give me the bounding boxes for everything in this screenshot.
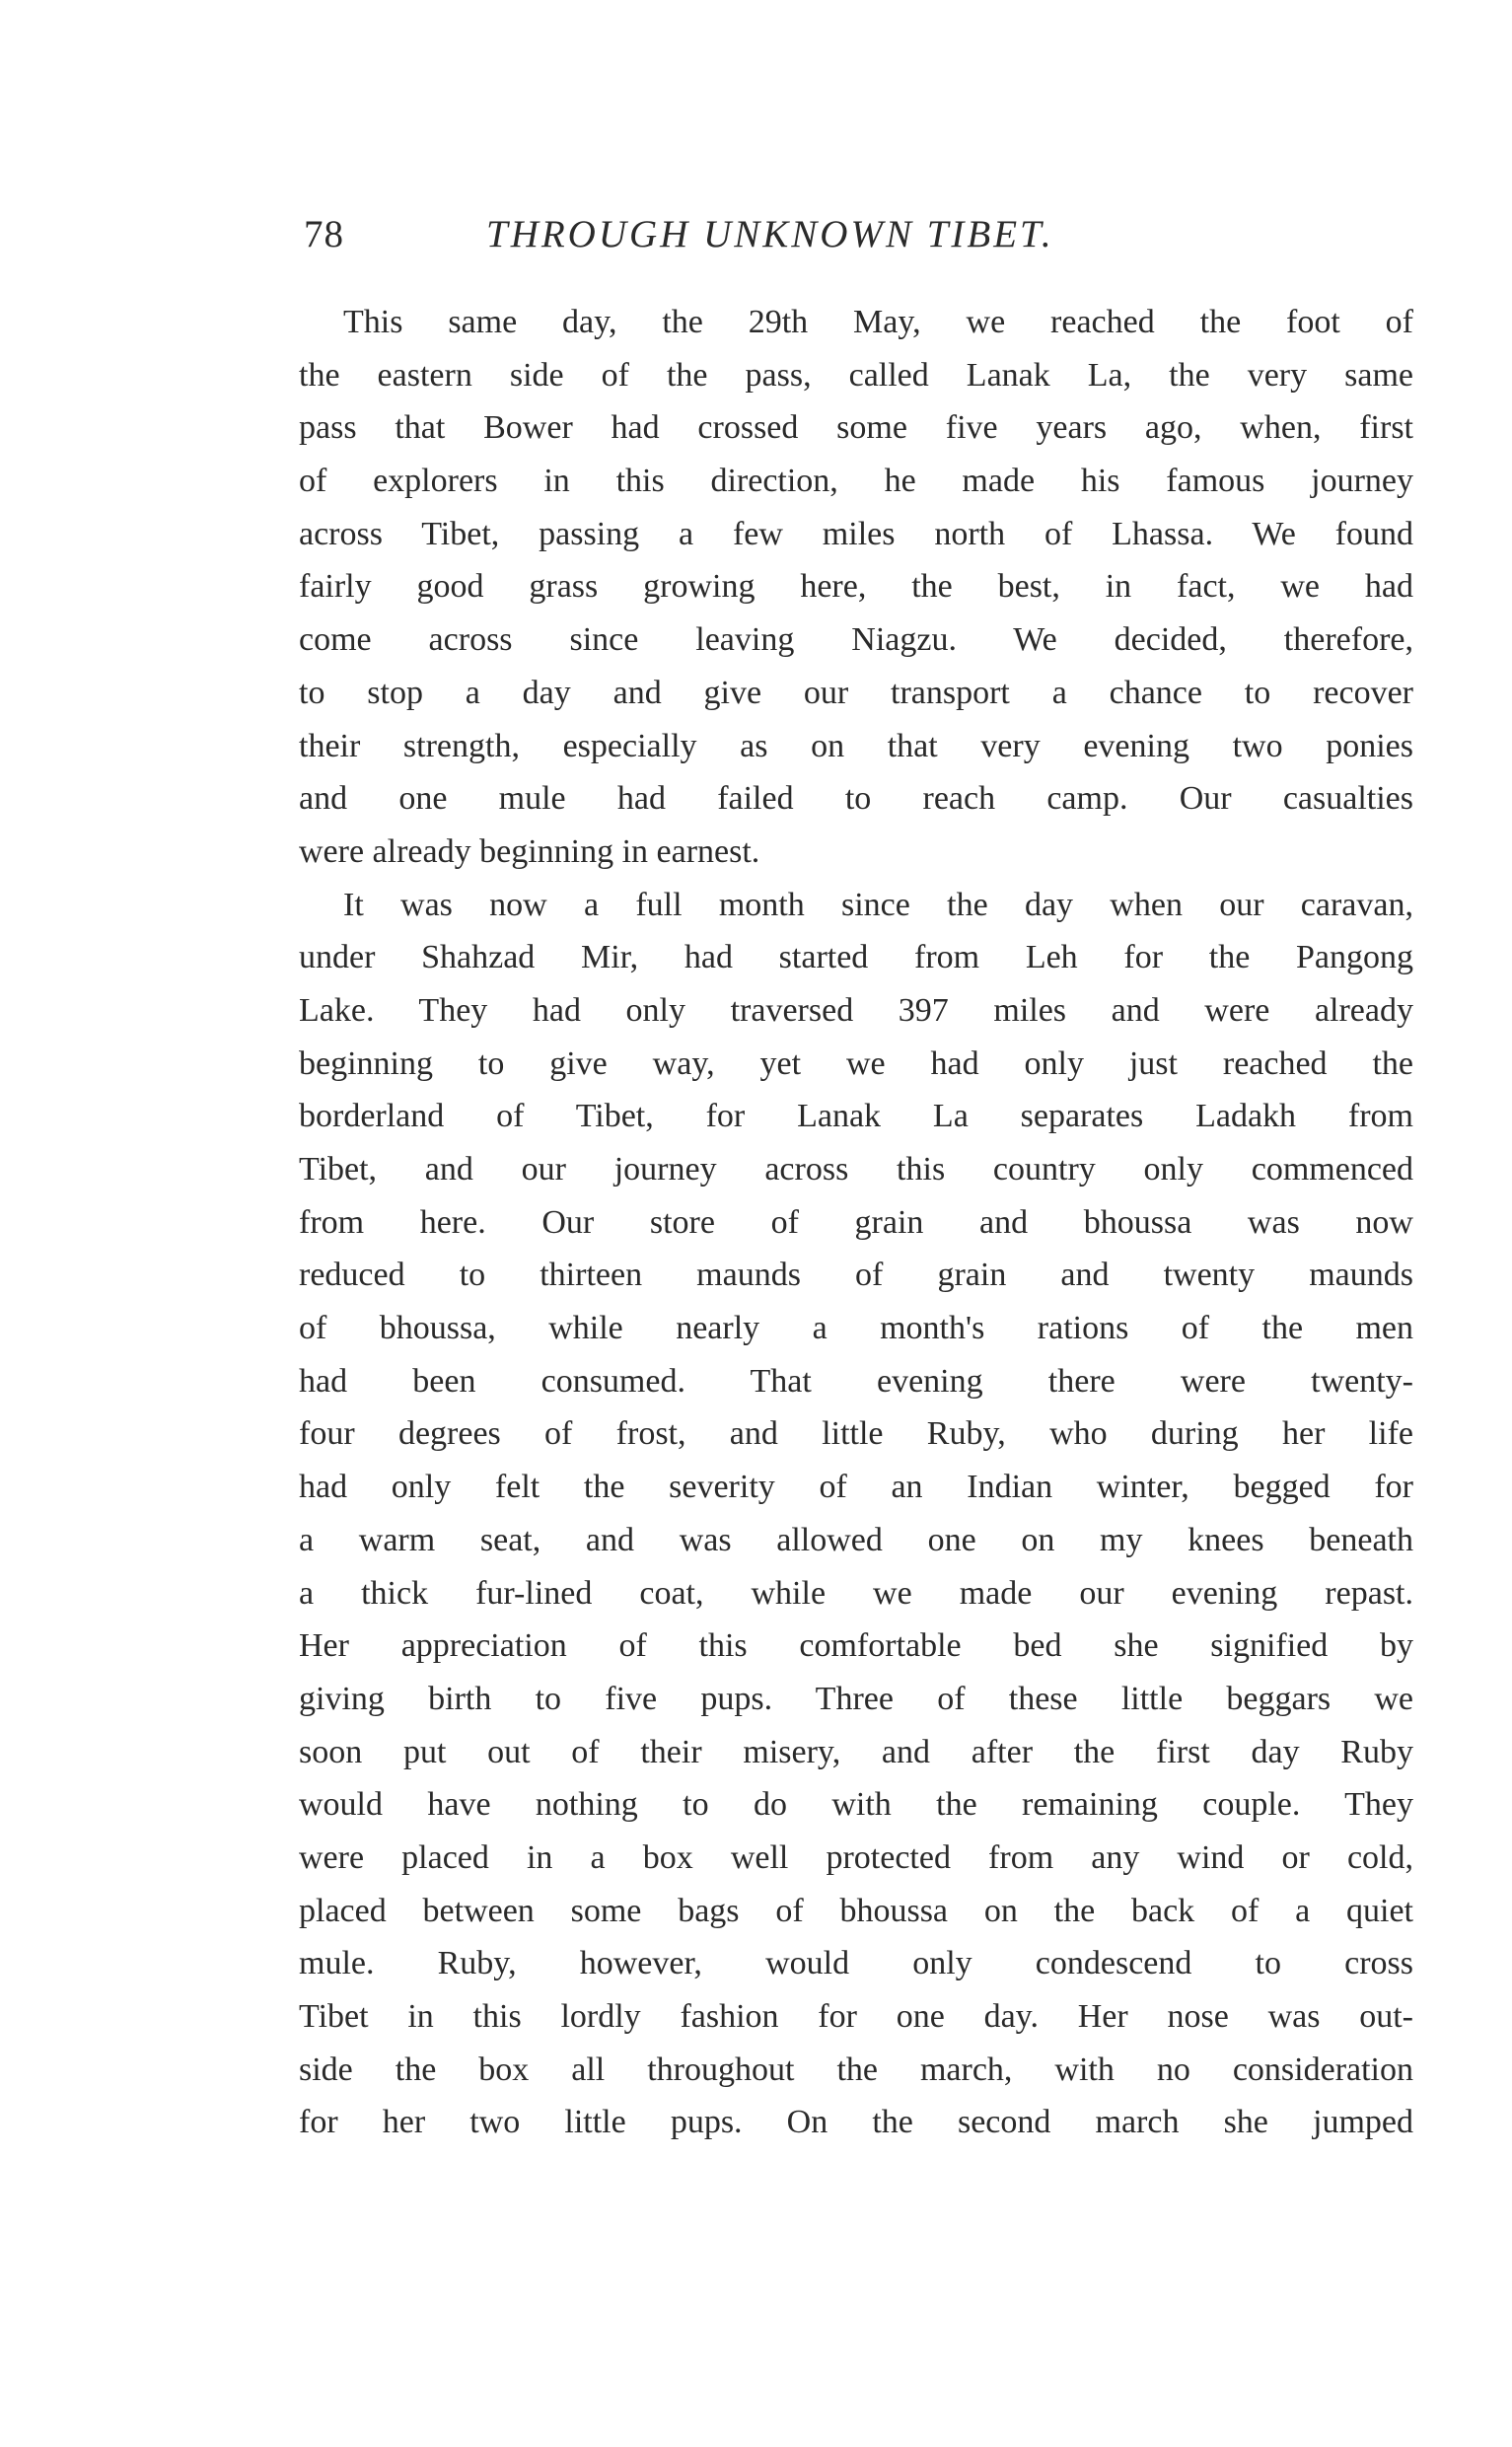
text-line: would have nothing to do with the remaining couple. They — [299, 1786, 1413, 1824]
text-line: of explorers in this direction, he made his famous journey — [299, 463, 1413, 500]
text-line: for her two little pups. On the second march she jumped — [299, 2104, 1413, 2141]
text-line: across Tibet, passing a few miles north of Lhassa. We found — [299, 515, 1413, 552]
body-text — [299, 296, 1413, 2149]
text-line: Tibet, and our journey across this country only commenced — [299, 1151, 1413, 1188]
text-line: side the box all throughout the march, with no consideration — [299, 2051, 1413, 2088]
text-line: fairly good grass growing here, the best, in fact, we had — [299, 568, 1413, 606]
text-line: under Shahzad Mir, had started from Leh for the Pangong — [299, 939, 1413, 976]
text-line: It was now a full month since the day when our caravan, — [343, 886, 1413, 923]
text-line: Lake. They had only traversed 397 miles and were already — [299, 991, 1413, 1029]
text-line: giving birth to five pups. Three of these little beggars we — [299, 1680, 1413, 1717]
text-line: were already beginning in earnest. — [299, 832, 760, 870]
text-line: had been consumed. That evening there were twenty- — [299, 1362, 1413, 1400]
text-line: a warm seat, and was allowed one on my knees beneath — [299, 1521, 1413, 1558]
text-line: of bhoussa, while nearly a month's rations of the men — [299, 1310, 1413, 1347]
text-line: had only felt the severity of an Indian winter, begged for — [299, 1469, 1413, 1506]
text-line: from here. Our store of grain and bhoussa was now — [299, 1203, 1413, 1241]
text-line: were placed in a box well protected from any wind or cold, — [299, 1838, 1413, 1876]
text-line: their strength, especially as on that very evening two ponies — [299, 727, 1413, 764]
text-line: pass that Bower had crossed some five years ago, when, first — [299, 409, 1413, 447]
text-line: beginning to give way, yet we had only just reached the — [299, 1044, 1413, 1082]
text-line: and one mule had failed to reach camp. Our casualties — [299, 780, 1413, 818]
text-line: Her appreciation of this comfortable bed she signified by — [299, 1627, 1413, 1665]
text-line: four degrees of frost, and little Ruby, who during her life — [299, 1415, 1413, 1453]
text-line: soon put out of their misery, and after the first day Ruby — [299, 1733, 1413, 1770]
text-line: placed between some bags of bhoussa on the back of a quiet — [299, 1892, 1413, 1929]
text-line: borderland of Tibet, for Lanak La separates Ladakh from — [299, 1098, 1413, 1135]
text-line: come across since leaving Niagzu. We decided, therefore, — [299, 621, 1413, 659]
text-line: This same day, the 29th May, we reached the foot of — [343, 304, 1413, 340]
text-line: the eastern side of the pass, called Lanak La, the very same — [299, 356, 1413, 394]
page-number: 78 — [304, 213, 344, 255]
text-line: mule. Ruby, however, would only condescend to cross — [299, 1945, 1413, 1982]
text-line: Tibet in this lordly fashion for one day. Her nose was out- — [299, 1998, 1413, 2035]
running-head — [304, 205, 1290, 264]
running-title: THROUGH UNKNOWN TIBET. — [486, 213, 1054, 255]
text-line: to stop a day and give our transport a chance to recover — [299, 674, 1413, 711]
text-line: reduced to thirteen maunds of grain and twenty maunds — [299, 1257, 1413, 1294]
text-line: a thick fur-lined coat, while we made our evening repast. — [299, 1574, 1413, 1612]
